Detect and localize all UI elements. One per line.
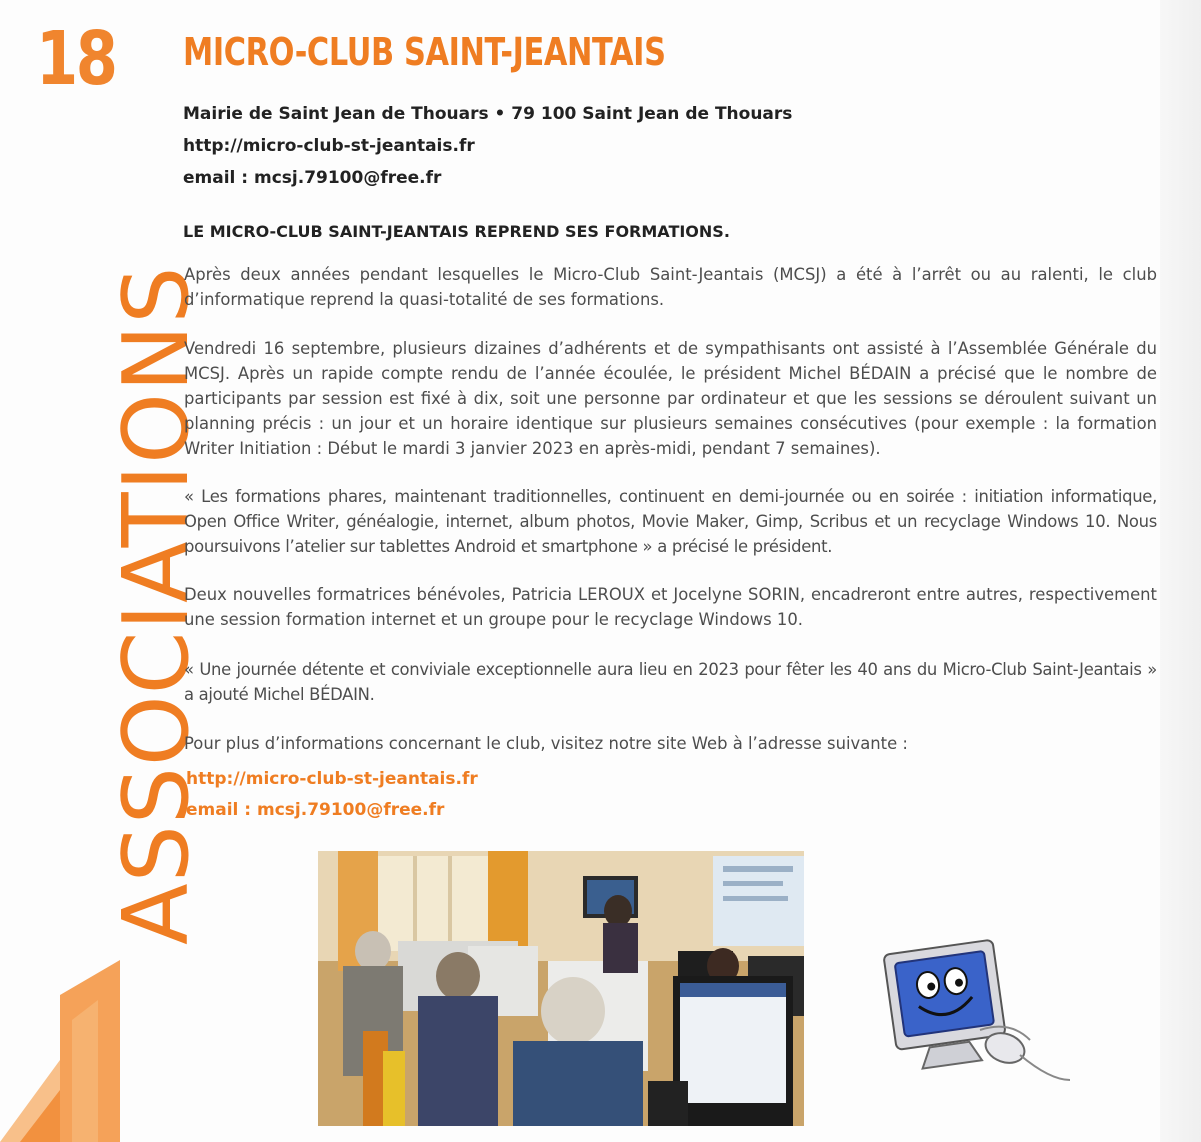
adjacent-page-edge [1160,0,1201,1142]
paragraph-2: Vendredi 16 septembre, plusieurs dizaines d’adhérents et de sympathisants ont assisté à l’Assemblée Générale du MCSJ. Après un rapide compte rendu de l’année écoulée, le président Michel BÉDAIN a précisé que le nombre de participants par session est fixé à dix, soit une personne par ordinateur et que les sessions se déroulent suivant un planning précis : un jour et un horaire identique sur plusieurs semaines consécutives (pour exemple : la formation Writer Initiation : Début le mardi 3 janvier 2023 en après-midi, pendant 7 semaines). [184,339,1157,458]
contact-website[interactable]: http://micro-club-st-jeantais.fr [183,136,475,156]
decorative-stripes [0,960,120,1142]
article-headline: LE MICRO-CLUB SAINT-JEANTAIS REPREND SES FORMATIONS. [183,222,730,241]
section-label: ASSOCIATIONS [104,265,209,945]
footer-email-link[interactable]: email : mcsj.79100@free.fr [186,800,445,820]
paragraph-4: Deux nouvelles formatrices bénévoles, Patricia LEROUX et Jocelyne SORIN, encadreront entre autres, respectivement une session formation internet et un groupe pour le recyclage Windows 10. [184,585,1157,629]
paragraph-3: « Les formations phares, maintenant traditionnelles, continuent en demi-journée ou en soirée : initiation informatique, Open Office Writer, généalogie, internet, album photos, Movie Maker, Gimp, Scribus et un recyclage Windows 10. Nous poursuivons l’atelier sur tablettes Android et smartphone » a précisé le président. [184,487,1157,556]
computer-mascot-illustration [880,930,1080,1100]
paragraph-5: « Une journée détente et conviviale exceptionnelle aura lieu en 2023 pour fêter les 40 ans du Micro-Club Saint-Jeantais » a ajouté Michel BÉDAIN. [184,660,1157,704]
page-number: 18 [36,16,116,102]
contact-email[interactable]: email : mcsj.79100@free.fr [183,168,442,188]
paragraph-6: Pour plus d’informations concernant le club, visitez notre site Web à l’adresse suivante : [184,734,908,753]
contact-address: Mairie de Saint Jean de Thouars • 79 100 Saint Jean de Thouars [183,104,793,124]
paragraph-1: Après deux années pendant lesquelles le Micro-Club Saint-Jeantais (MCSJ) a été à l’arrêt ou au ralenti, le club d’informatique reprend la quasi-totalité de ses formations. [184,265,1157,309]
page-title: MICRO-CLUB SAINT-JEANTAIS [183,30,666,74]
classroom-photo [318,851,804,1126]
footer-website-link[interactable]: http://micro-club-st-jeantais.fr [186,769,478,789]
